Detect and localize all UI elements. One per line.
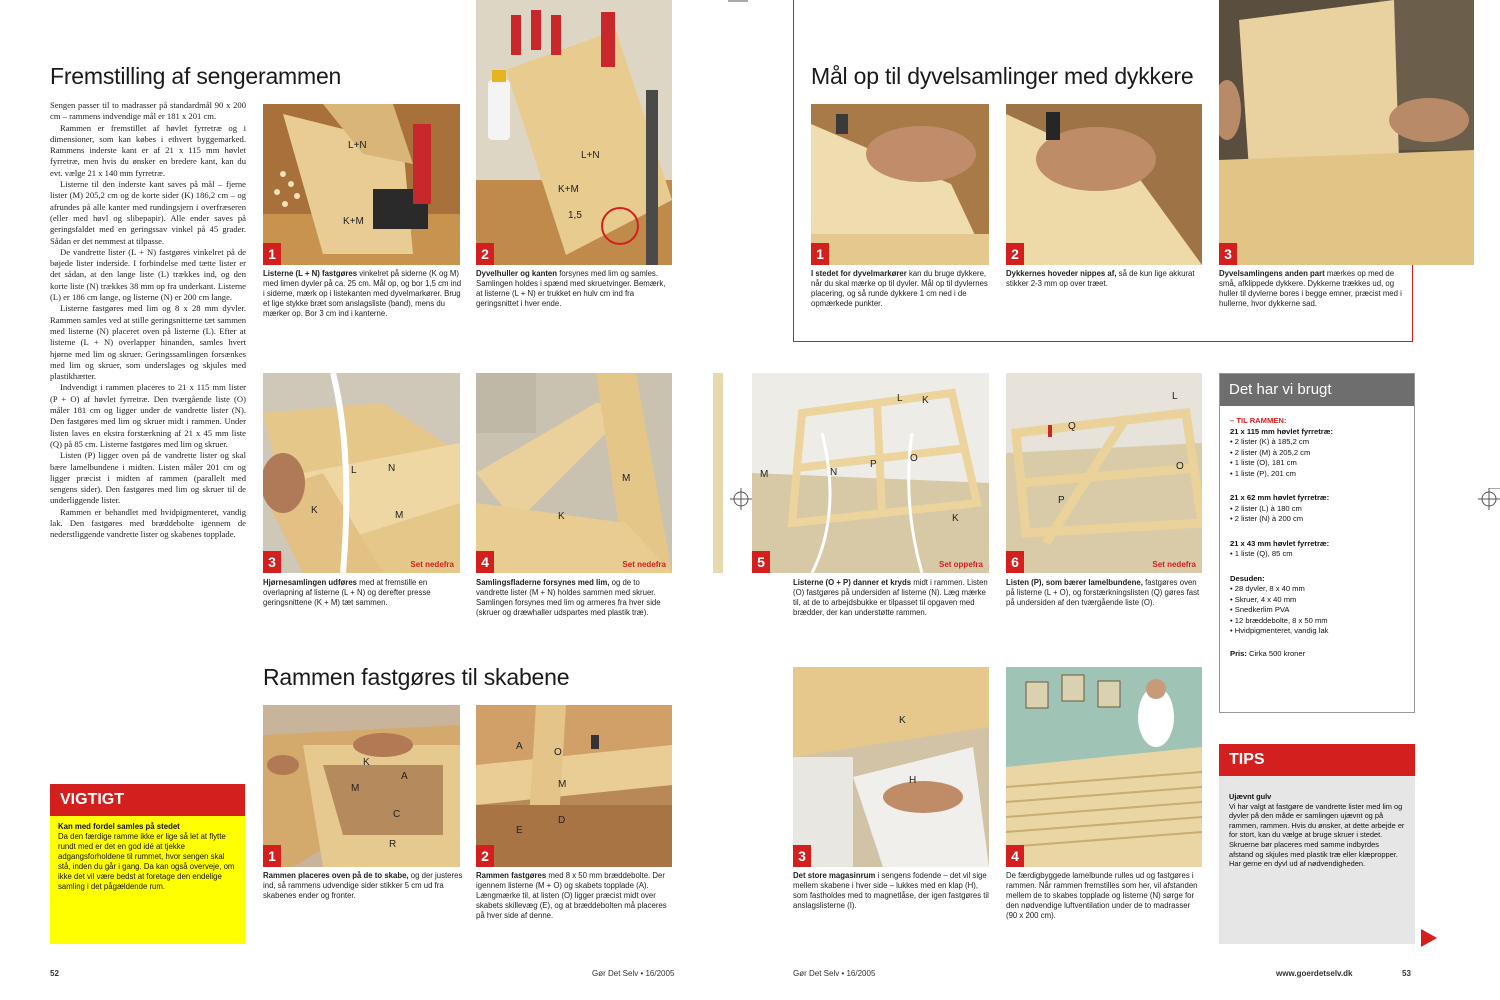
step-number: 6 <box>1006 551 1024 573</box>
photo-label: K <box>922 395 929 406</box>
website-url: www.goerdetselv.dk <box>1276 969 1353 978</box>
materials-group-title: 21 x 115 mm høvlet fyrretræ: <box>1230 426 1333 436</box>
page-number-left: 52 <box>50 969 59 978</box>
photo-label: L+N <box>581 150 600 161</box>
photo-label: A <box>516 741 523 752</box>
photo-step-b4 <box>1006 667 1202 867</box>
materials-item: • Hvidpigmenteret, vandig lak <box>1230 626 1329 635</box>
body-paragraph: Rammen er fremstillet af høvlet fyrretræ og i dimensioner, som kan købes i ethvert byggemarked. Rammens inderste kant er af 21 x 115 mm høvlet fyrretræ, men hvis du ønsker en bredere kant, kan du evt. vælge 21 x 140 mm fyrretræ. <box>50 122 246 178</box>
photo-step-2 <box>476 0 672 265</box>
caption-text: vinkelret på siderne (K og M) med limen dyvler på ca. 25 cm. Mål op, og bor 1,5 cm ind i siderne, mærk op i listekanten med dyvelmarkører. Brug et lige stykke bræt som anslagsliste (band), mens du mærker op. Bor 3 cm ind i kanterne. <box>263 269 462 318</box>
tips-lead: Ujævnt gulv <box>1229 792 1272 801</box>
photo-label: M <box>622 473 631 484</box>
caption-bold: Samlingsfladerne forsynes med lim, <box>476 578 610 587</box>
caption-step-1 <box>263 269 463 319</box>
materials-item: • 2 lister (K) à 185,2 cm <box>1230 437 1310 446</box>
caption-bold: Dyvelhuller og kanten <box>476 269 558 278</box>
step-number: 4 <box>476 551 494 573</box>
photo-label: R <box>389 839 397 850</box>
step-number: 5 <box>752 551 770 573</box>
photo-label: K <box>952 513 959 524</box>
caption-text: kan du bruge dykkere, når du skal mærke op til dyvler. Mål op til dyvlernes placering, og så runde dykkere 1 cm ned i de opmærkede punkter. <box>811 269 988 308</box>
caption-bold: Listerne (O + P) danner et kryds <box>793 578 912 587</box>
photo-dykker-1 <box>811 104 989 265</box>
caption-step-5 <box>793 578 989 618</box>
vigtigt-lead: Kan med fordel samles på stedet <box>58 822 180 831</box>
caption-text: med 8 x 50 mm bræddebolte. Der igennem listerne (M + O) og skabets topplade (A). Længmærke til, at listen (O) ligger præcist midt over skabets skillevæg (E), og at bræddebolten må placeres på hver side af denne. <box>476 871 667 920</box>
photo-label: K+M <box>558 184 579 195</box>
step-number: 3 <box>793 845 811 867</box>
materials-item: • Skruer, 4 x 40 mm <box>1230 594 1297 604</box>
photo-label: D <box>558 815 566 826</box>
body-paragraph: Listerne fastgøres med lim og 8 x 28 mm dyvler. Rammen samles ved at stille geringsnitterne tæt sammen med listerne (N) placeret oven på listerne (L). Efter at listerne (L + N) overlapper hinanden, samles hvert hjørne med lim og skruer. Geringssamlingen forsænkes med lim og skruer, som underslages og skjules med plastikhætter. <box>50 303 246 382</box>
photo-label: O <box>910 453 918 464</box>
photo-step-6 <box>1006 373 1202 573</box>
caption-text: med at fremstille en overlapning af listerne (L + N) og derefter presse geringsnittene (K + M) tæt sammen. <box>263 578 431 607</box>
photo-label: 1,5 <box>568 210 582 221</box>
body-paragraph: De vandrette lister (L + N) fastgøres vinkelret på de bøjede lister inderside. I forbindelse med tætte lister er det sådan, at den lange liste (L) trækkes ind, og den korte liste (N) trækkes 38 mm op fra underkant. Listerne (L) er 186 cm lange, og listerne (N) er 200 cm lange. <box>50 246 246 303</box>
step-number: 3 <box>1219 243 1237 265</box>
caption-text: fastgøres oven på listerne (L + O), og forstærkningslisten (Q) gøres fast på undersiden af den tværgående liste (O). <box>1006 578 1200 607</box>
crosshair-icon <box>730 488 752 510</box>
caption-text: i sengens fodende – det vil sige mellem skabene i hver side – lukkes med en klap (H), som fastholdes med to magnetlåse, der igen fastgøres til anslagslisterne (I). <box>793 871 989 910</box>
price-value: Cirka 500 kroner <box>1249 648 1306 658</box>
page-number-right: 53 <box>1402 969 1411 978</box>
step-number: 2 <box>476 243 494 265</box>
materials-item: • 2 lister (M) à 205,2 cm <box>1230 447 1311 457</box>
caption-dykker-1 <box>811 269 989 309</box>
caption-text: midt i rammen. Listen (O) fastgøres på undersiden af listerne (N). Læg mærke til, at de to arbejdsbukke er tilpasset til opgaven med brædder, der kan understøtte rammen. <box>793 578 988 617</box>
step-number: 1 <box>263 845 281 867</box>
materials-item: • 28 dyvler, 8 x 40 mm <box>1230 584 1305 593</box>
caption-bold: Listerne (L + N) fastgøres <box>263 269 358 278</box>
arrow-right-icon <box>1421 929 1437 947</box>
caption-step-4 <box>476 578 672 618</box>
step-number: 4 <box>1006 845 1024 867</box>
body-paragraph: Rammen er behandlet med hvidpigmenteret, vandig lak. Den fastgøres med bræddebolte igennem de nederstliggende vandrette lister og skabenes topplade. <box>50 506 246 540</box>
photo-dykker-3 <box>1219 0 1474 265</box>
materials-item: • 1 liste (O), 181 cm <box>1230 458 1297 467</box>
caption-bold: Hjørnesamlingen udføres <box>263 578 358 587</box>
photo-label: L <box>351 465 357 476</box>
caption-mount-1 <box>263 871 463 901</box>
caption-text: så de kun lige akkurat stikker 2-3 mm op over træet. <box>1006 269 1195 288</box>
set-nedefra-label: Set nedefra <box>1152 560 1196 569</box>
caption-text: og de to vandrette lister (M + N) holdes sammen med skruer. Samlingen forsynes med lim og armeres fra hver side (skruer og dræwhaller udspartes med plastik træ). <box>476 578 661 617</box>
caption-step-b3 <box>793 871 989 911</box>
photo-edge <box>713 373 723 573</box>
caption-step-2 <box>476 269 672 309</box>
photo-label: E <box>516 825 523 836</box>
photo-label: N <box>388 463 396 474</box>
caption-dykker-3 <box>1219 269 1409 309</box>
photo-label: O <box>1176 461 1184 472</box>
tips-box <box>1219 744 1415 944</box>
photo-label: L+N <box>348 140 367 151</box>
caption-dykker-2 <box>1006 269 1202 289</box>
set-oppefra-label: Set oppefra <box>938 560 983 569</box>
body-paragraph: Listen (P) ligger oven på de vandrette lister og skal bære lamelbundene i midten. Listen måler 201 cm og ligger præcist i midten af rammen (parallelt med sengens sider). Den fastgøres med lim og skruer til de underliggende lister. <box>50 450 246 506</box>
magazine-issue-right: Gør Det Selv • 16/2005 <box>793 969 876 978</box>
photo-label: K <box>363 757 370 768</box>
caption-step-b4 <box>1006 871 1202 921</box>
caption-step-6 <box>1006 578 1202 608</box>
step-number: 2 <box>1006 243 1024 265</box>
materials-item: • 1 liste (P), 201 cm <box>1230 468 1296 478</box>
photo-label: Q <box>1068 421 1076 432</box>
materials-item: • Snedkerlim PVA <box>1230 605 1290 614</box>
photo-label: K <box>311 505 318 516</box>
materials-item: • 1 liste (Q), 85 cm <box>1230 549 1293 558</box>
page-title-left: Fremstilling af sengerammen <box>50 63 342 89</box>
photo-step-1 <box>263 104 460 265</box>
set-nedefra-label: Set nedefra <box>410 560 454 569</box>
set-nedefra-label: Set nedefra <box>622 560 666 569</box>
crosshair-icon <box>1478 488 1500 510</box>
photo-label: K <box>558 511 565 522</box>
caption-text: og der justeres ind, så rammens udvendige sider stikker 5 cm ud fra skabenes ender og fronter. <box>263 871 463 900</box>
photo-label: K <box>899 715 906 726</box>
materials-subheading: – TIL RAMMEN: <box>1230 416 1287 425</box>
materials-item: • 12 bræddebolte, 8 x 50 mm <box>1230 615 1328 625</box>
photo-label: M <box>760 469 769 480</box>
caption-bold: Dyvelsamlingens anden part <box>1219 269 1325 278</box>
photo-label: H <box>909 775 917 786</box>
caption-bold: I stedet for dyvelmarkører <box>811 269 907 278</box>
photo-label: O <box>554 747 562 758</box>
step-number: 1 <box>811 243 829 265</box>
step-number: 2 <box>476 845 494 867</box>
photo-dykker-2 <box>1006 104 1202 265</box>
materials-item: • 2 lister (L) à 180 cm <box>1230 503 1302 513</box>
photo-mount-2 <box>476 705 672 867</box>
photo-step-3 <box>263 373 460 573</box>
photo-label: M <box>395 510 404 521</box>
photo-mount-1 <box>263 705 460 867</box>
body-paragraph: Listerne til den inderste kant saves på mål – fjerne lister (M) 205,2 cm og de korte sider (K) 186,2 cm – og afrundes på alle kanter med rundingsjern i overfræseren (eller med høvl og slibepapir). Alle ender saves på geringsfaldet med en geringssav vinkel på 45 grader. Sådan er det nemmest at tilpasse. <box>50 179 246 246</box>
tips-text: Vi har valgt at fastgøre de vandrette lister med lim og dyvler på den måde er samlingen ujævnt og på rammen, rammen. Hvis du ønsker, at dette arbejde er for stort, kan du vælge at bruge skruer i stedet. Skruerne bør placeres med samme indbyrdes afstand og skjules med plastik træ eller klæpropper. Har gerne en dyvl ud af nødvendigheden. <box>1229 801 1405 869</box>
tips-heading: TIPS <box>1219 744 1415 776</box>
materials-group-title: Desuden: <box>1230 573 1265 583</box>
photo-label: L <box>897 393 903 404</box>
photo-label: K+M <box>343 216 364 227</box>
materials-item: • 2 lister (N) à 200 cm <box>1230 514 1304 523</box>
materials-heading: Det har vi brugt <box>1220 374 1414 406</box>
step-number: 1 <box>263 243 281 265</box>
photo-step-b3 <box>793 667 989 867</box>
vigtigt-heading: VIGTIGT <box>50 784 245 816</box>
caption-text: De færdigbyggede lamelbunde rulles ud og fastgøres i rammen. Når rammen fremstilles som her, vil afstanden mellem de to skabes topplade og listerne (N) sørge for den nødvendige luftventilation under de to madrasser (90 x 200 cm). <box>1006 871 1198 920</box>
materials-group-title: 21 x 62 mm høvlet fyrretræ: <box>1230 493 1330 502</box>
photo-label: M <box>351 783 360 794</box>
photo-label: M <box>558 779 567 790</box>
photo-label: P <box>1058 495 1065 506</box>
photo-step-5 <box>752 373 989 573</box>
caption-step-3 <box>263 578 463 608</box>
caption-text: forsynes med lim og samles. Samlingen holdes i spænd med skruetvinger. Bemærk, at listerne (L + N) er trukket en hulv cm ind fra geringsnittet i hver ende. <box>476 269 666 308</box>
vigtigt-box <box>50 784 245 944</box>
caption-text: mærkes op med de små, afklippede dykkere. Dykkerne trækkes ud, og huller til dyvlerne bores i begge emner, præcist med i hullerne, hvor dykkerne sad. <box>1219 269 1402 308</box>
photo-label: N <box>830 467 838 478</box>
photo-label: P <box>870 459 877 470</box>
photo-label: L <box>1172 391 1178 402</box>
materials-group-title: 21 x 43 mm høvlet fyrretræ: <box>1230 538 1330 548</box>
photo-label: A <box>401 771 408 782</box>
caption-bold: Rammen fastgøres <box>476 871 547 880</box>
magazine-issue-left: Gør Det Selv • 16/2005 <box>592 969 675 978</box>
photo-step-4 <box>476 373 672 573</box>
price-label: Pris: <box>1230 648 1247 658</box>
page-title-right: Mål op til dyvelsamlinger med dykkere <box>811 63 1194 89</box>
caption-bold: Det store magasinrum <box>793 871 876 880</box>
step-number: 3 <box>263 551 281 573</box>
vigtigt-text: Da den færdige ramme ikke er lige så let at flytte rundt med er det en god idé at tjekke adgangsforholdene til rummet, hvor sengen skal stå, inden du går i gang. Da kan også overveje, om ikke det vil være bedst at foretage den endelige samling i det pågældende rum. <box>58 832 235 891</box>
section-title: Rammen fastgøres til skabene <box>263 664 570 690</box>
body-paragraph: Sengen passer til to madrasser på standardmål 90 x 200 cm – rammens indvendige mål er 181 x 201 cm. <box>50 100 246 122</box>
materials-box <box>1219 373 1415 713</box>
body-paragraph: Indvendigt i rammen placeres to 21 x 115 mm lister (P + O) af høvlet fyrretræ. Den tværgående liste (O) måler 181 cm og ligger under de vandrette lister (N). Den fastgøres med lim og skruer midt i rammen. Under listen laves en ekstra forstærkning af 21 x 45 mm liste (Q) på 85 cm. Listerne fastgøres med lim og skruer. <box>50 382 246 449</box>
caption-bold: Listen (P), som bærer lamelbundene, <box>1006 578 1143 587</box>
caption-bold: Rammen placeres oven på de to skabe, <box>263 871 409 880</box>
caption-mount-2 <box>476 871 672 921</box>
caption-bold: Dykkernes hoveder nippes af, <box>1006 269 1117 278</box>
photo-label: C <box>393 809 401 820</box>
registration-mark <box>728 0 748 2</box>
article-body <box>50 100 246 760</box>
